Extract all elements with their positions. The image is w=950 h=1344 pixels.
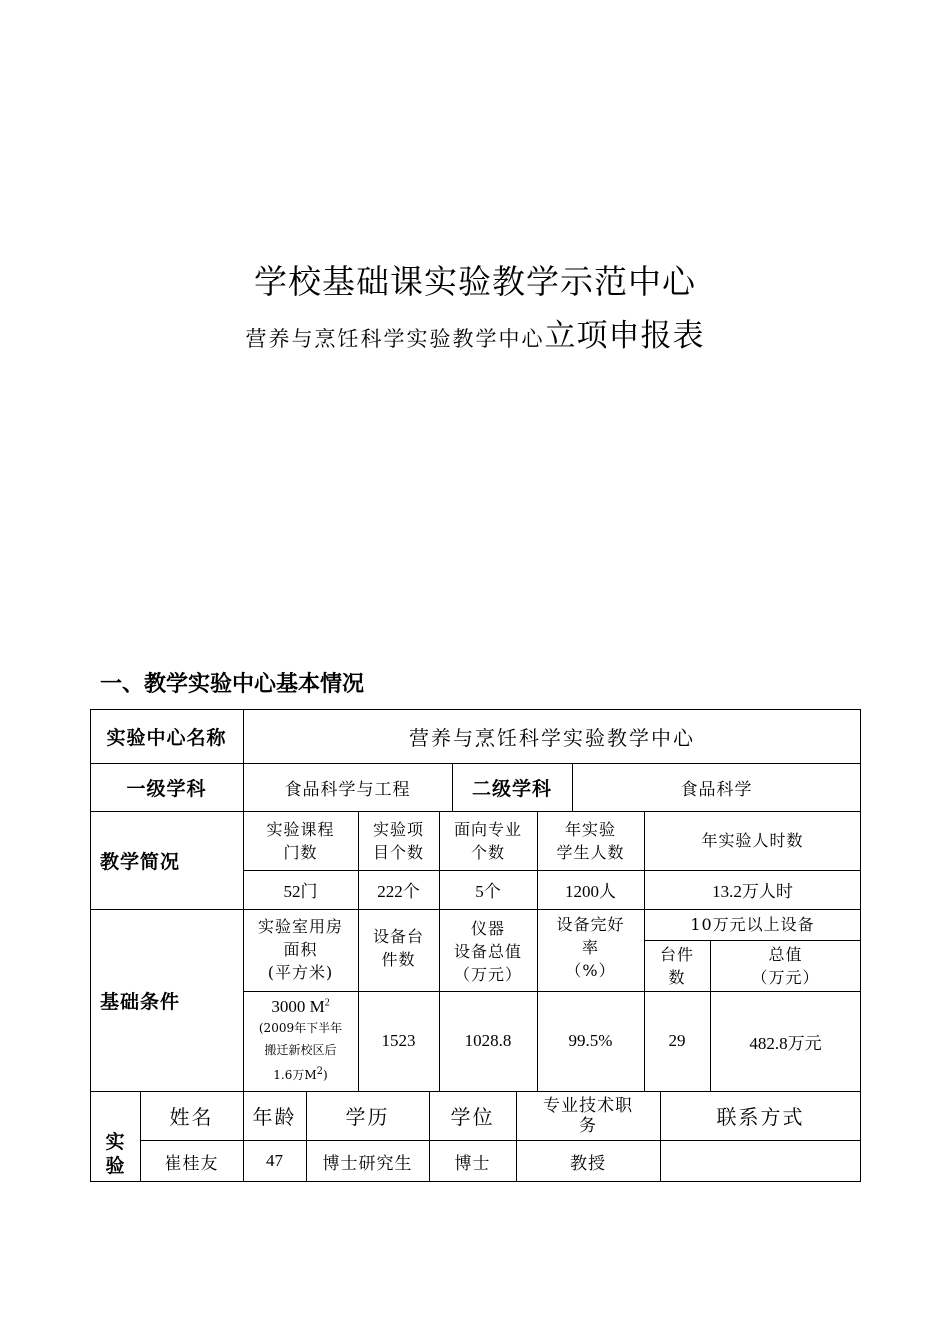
large-equipment-count-value: 29 (668, 1031, 686, 1050)
large-equipment-header: 10万元以上设备 (690, 915, 815, 934)
staff-contact-header: 联系方式 (716, 1105, 805, 1129)
document-title: 学校基础课实验教学示范中心 (254, 262, 696, 301)
equipment-units-header: 设备台 件数 (372, 927, 424, 969)
basic-conditions-label: 基础条件 (100, 990, 181, 1013)
staff-title-cell: 教授 (570, 1153, 606, 1174)
staff-name-header: 姓名 (169, 1105, 214, 1129)
teaching-overview-label: 教学简况 (100, 850, 181, 873)
majors-header: 面向专业 个数 (453, 819, 522, 862)
staff-title-header: 专业技术职 务 (543, 1095, 633, 1136)
staff-contact-cell (660, 1140, 861, 1182)
equipment-value-value: 1028.8 (464, 1031, 512, 1050)
majors-value: 5个 (475, 882, 501, 901)
staff-section-label: 实 验 (105, 1131, 125, 1177)
subtitle-suffix: 立项申报表 (544, 318, 705, 354)
courses-value: 52门 (283, 882, 318, 901)
lab-area-value: 3000 $M^2$ (2009年下半年 搬迁新校区后 1.6万$M^2$) (258, 996, 343, 1082)
lab-area-header: 实验室用房 面积 (平方米) (257, 917, 343, 982)
staff-degree-header: 学位 (450, 1105, 495, 1129)
staff-education-header: 学历 (345, 1105, 390, 1129)
equipment-value-header: 仪器 设备总值 （万元） (453, 919, 522, 984)
equipment-rate-value: 99.5% (568, 1031, 613, 1050)
section-heading: 一、教学实验中心基本情况 (100, 672, 365, 697)
center-name-label: 实验中心名称 (106, 726, 227, 749)
staff-education-cell: 博士研究生 (322, 1153, 413, 1174)
staff-degree-cell: 博士 (454, 1153, 491, 1174)
level2-discipline-value: 食品科学 (680, 779, 753, 800)
large-equipment-total-header: 总值 （万元） (751, 944, 820, 987)
center-name-value: 营养与烹饪科学实验教学中心 (409, 725, 695, 750)
staff-age-header: 年龄 (252, 1105, 297, 1129)
students-header: 年实验 学生人数 (556, 819, 625, 862)
projects-value: 222个 (377, 882, 420, 901)
staff-age-cell: 47 (266, 1151, 283, 1170)
subtitle-center-name: 营养与烹饪科学实验教学中心 (245, 327, 545, 351)
large-equipment-total-value: 482.8万元 (749, 1033, 822, 1053)
large-equipment-count-header: 台件 数 (659, 944, 694, 987)
hours-header: 年实验人时数 (701, 831, 804, 850)
level1-discipline-label: 一级学科 (126, 777, 207, 800)
staff-name-cell: 崔桂友 (164, 1153, 219, 1174)
projects-header: 实验项 目个数 (372, 819, 424, 862)
equipment-units-value: 1523 (381, 1031, 416, 1050)
level1-discipline-value: 食品科学与工程 (284, 779, 411, 800)
basic-info-table (90, 709, 861, 1182)
students-value: 1200人 (565, 882, 616, 901)
courses-header: 实验课程 门数 (266, 819, 335, 862)
level2-discipline-label: 二级学科 (471, 777, 552, 800)
equipment-rate-header: 设备完好 率 （%） (556, 915, 625, 980)
hours-value: 13.2万人时 (712, 882, 793, 901)
document-subtitle (0, 316, 950, 361)
